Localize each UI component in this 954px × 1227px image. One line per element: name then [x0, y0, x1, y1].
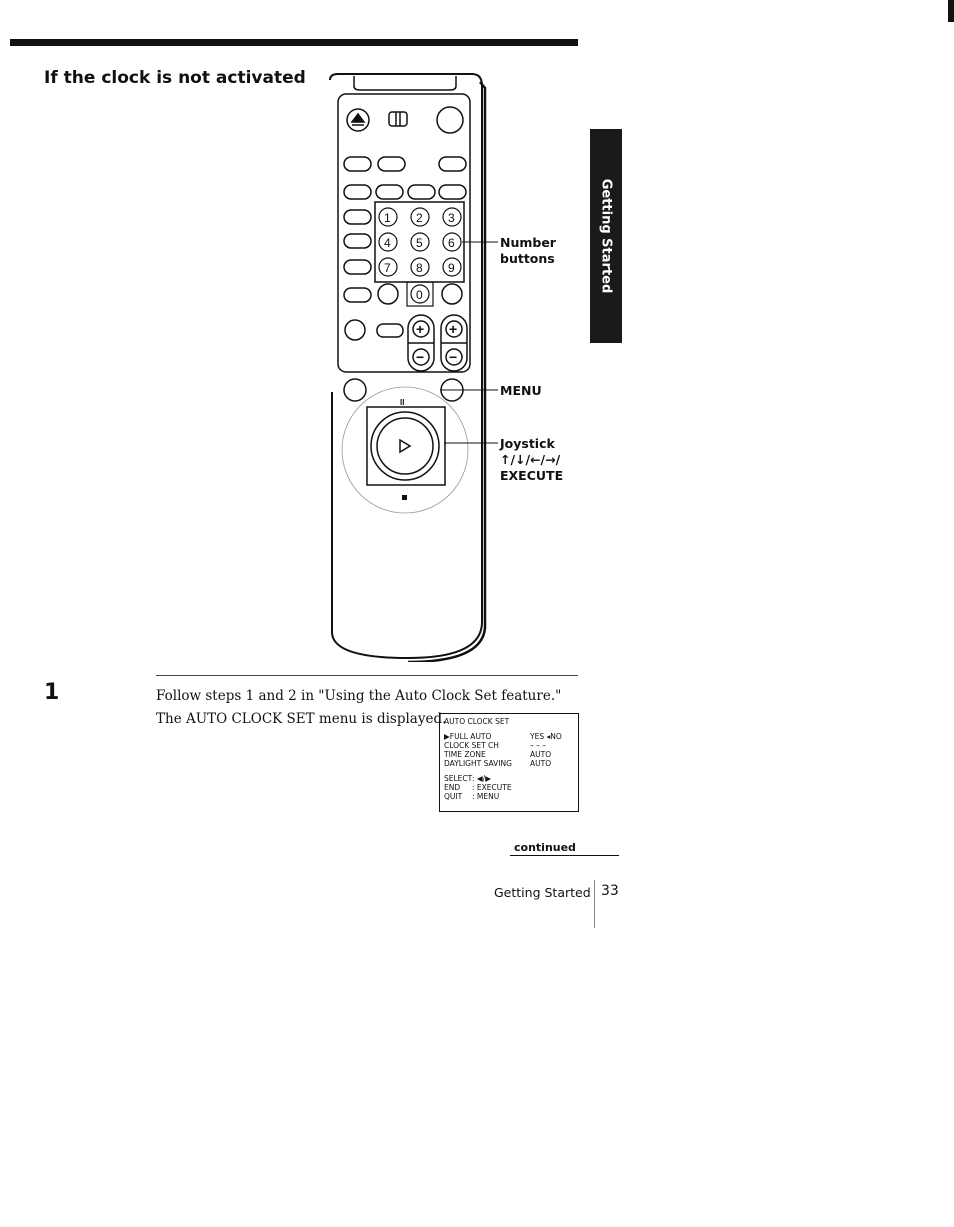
minus-label: −	[449, 349, 458, 365]
oval-button	[344, 260, 371, 274]
key-4: 4	[384, 236, 391, 250]
minus-label: −	[416, 349, 425, 365]
section-heading: If the clock is not activated	[44, 68, 306, 88]
joystick	[371, 412, 439, 480]
oval-button	[376, 185, 403, 199]
plus-label: +	[449, 321, 458, 337]
auto-clock-set-menu	[439, 713, 579, 812]
key-6: 6	[448, 236, 455, 250]
oval-button	[377, 324, 403, 337]
step-text-1: Follow steps 1 and 2 in "Using the Auto Clock Set feature."	[156, 688, 562, 704]
step-rule	[156, 675, 578, 676]
eject-button	[347, 109, 369, 131]
continued-rule	[510, 855, 619, 856]
continued-label: continued	[514, 841, 576, 854]
key-2: 2	[416, 211, 423, 225]
osd-key-quit: QUIT : MENU	[444, 792, 500, 801]
osd-row-clock-set-ch: CLOCK SET CH – – –	[444, 741, 547, 750]
page-number: 33	[601, 883, 619, 899]
oval-button	[344, 185, 371, 199]
callout-joystick: Joystick ↑/↓/←/→/ EXECUTE	[500, 436, 564, 483]
round-button	[345, 320, 365, 340]
pause-label: II	[400, 398, 405, 407]
oval-button	[439, 185, 466, 199]
osd-key-select: SELECT : ◀/▶	[444, 774, 491, 783]
key-9: 9	[448, 261, 455, 275]
osd-title: AUTO CLOCK SET	[444, 717, 510, 726]
osd-row-time-zone: TIME ZONE AUTO	[444, 750, 552, 759]
key-5: 5	[416, 236, 423, 250]
osd-key-end: END : EXECUTE	[444, 783, 512, 792]
footer-divider	[594, 880, 595, 928]
footer-section: Getting Started	[494, 885, 591, 900]
key-1: 1	[384, 211, 391, 225]
key-7: 7	[384, 261, 391, 275]
osd-row-daylight-saving: DAYLIGHT SAVING AUTO	[444, 759, 552, 768]
callout-number-buttons: Number buttons	[500, 235, 556, 266]
remote-top-slot	[354, 76, 456, 90]
menu-button	[344, 379, 366, 401]
oval-button	[344, 288, 371, 302]
oval-button	[344, 210, 371, 224]
page-edge-mark	[948, 0, 954, 22]
side-tab-label: Getting Started	[598, 178, 614, 294]
top-rule	[10, 39, 578, 46]
key-8: 8	[416, 261, 423, 275]
callout-lines	[440, 230, 500, 460]
step-text-2: The AUTO CLOCK SET menu is displayed.	[156, 711, 447, 727]
power-switch	[389, 112, 407, 126]
oval-button	[439, 157, 466, 171]
plus-label: +	[416, 321, 425, 337]
key-3: 3	[448, 211, 455, 225]
round-button	[378, 284, 398, 304]
key-0: 0	[416, 288, 423, 302]
step-number: 1	[44, 680, 60, 705]
osd-row-full-auto: ▶FULL AUTO YES ◂NO	[444, 732, 562, 741]
side-tab	[590, 129, 622, 343]
power-button	[437, 107, 463, 133]
oval-button	[408, 185, 435, 199]
oval-button	[378, 157, 405, 171]
stop-mark	[402, 495, 407, 500]
oval-button	[344, 157, 371, 171]
callout-menu: MENU	[500, 383, 542, 398]
oval-button	[344, 234, 371, 248]
